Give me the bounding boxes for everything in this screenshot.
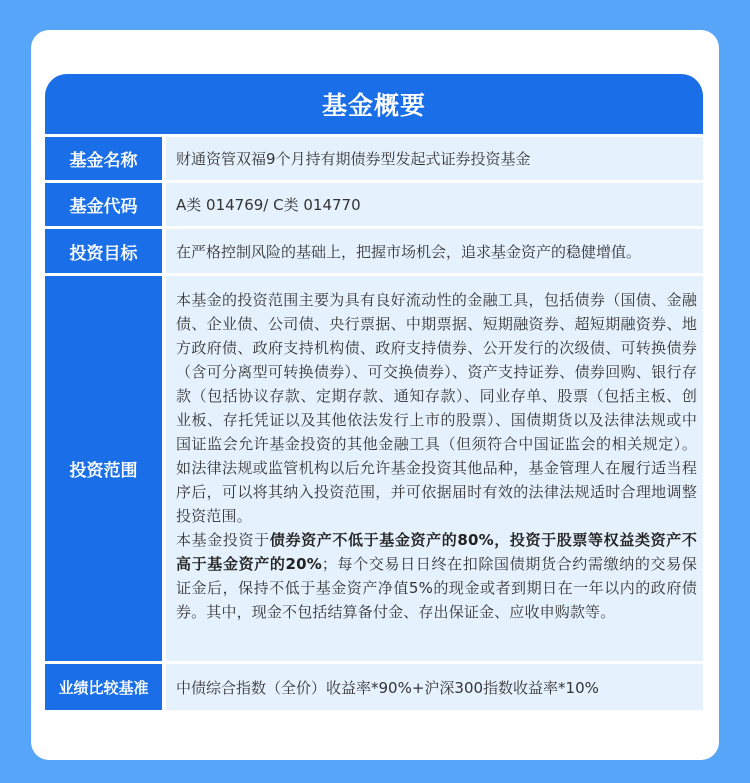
scope-paragraph-2 xyxy=(176,528,697,624)
row-benchmark xyxy=(45,664,703,710)
row-investment-scope xyxy=(45,276,703,661)
value-investment-scope xyxy=(166,276,703,661)
row-fund-code xyxy=(45,183,703,226)
summary-title: 基金概要 xyxy=(45,74,703,134)
scope-p2-bold: 债券资产不低于基金资产的80%，投资于股票等权益类资产不高于基金资产的20% xyxy=(176,531,698,573)
value-fund-code: A类 014769/ C类 014770 xyxy=(166,183,703,226)
row-fund-name xyxy=(45,137,703,180)
value-benchmark: 中债综合指数（全价）收益率*90%+沪深300指数收益率*10% xyxy=(166,664,703,710)
label-fund-name: 基金名称 xyxy=(45,137,162,180)
label-benchmark: 业绩比较基准 xyxy=(45,664,162,710)
summary-table xyxy=(45,137,703,713)
scope-p2-suffix: ；每个交易日日终在扣除国债期货合约需缴纳的交易保证金后，保持不低于基金资产净值5%的现金或者到期日在一年以内的政府债券。其中，现金不包括结算备付金、存出保证金、应收申购款等。 xyxy=(176,555,697,621)
scope-p2-prefix: 本基金投资于 xyxy=(176,531,270,549)
value-investment-objective: 在严格控制风险的基础上，把握市场机会，追求基金资产的稳健增值。 xyxy=(166,229,703,273)
label-fund-code: 基金代码 xyxy=(45,183,162,226)
label-investment-scope: 投资范围 xyxy=(45,276,162,661)
value-fund-name: 财通资管双福9个月持有期债券型发起式证券投资基金 xyxy=(166,137,703,180)
row-investment-objective xyxy=(45,229,703,273)
scope-paragraph-1: 本基金的投资范围主要为具有良好流动性的金融工具，包括债券（国债、金融债、企业债、公司债、央行票据、中期票据、短期融资券、超短期融资券、地方政府债、政府支持机构债、政府支持债券、公开发行的次级债、可转换债券（含可分离型可转换债券）、可交换债券）、资产支持证券、债券回购、银行存款（包括协议存款、定期存款、通知存款）、同业存单、股票（包括主板、创业板、存托凭证以及其他依法发行上市的股票）、国债期货以及法律法规或中国证监会允许基金投资的其他金融工具（但须符合中国证监会的相关规定）。如法律法规或监管机构以后允许基金投资其他品种，基金管理人在履行适当程序后，可以将其纳入投资范围，并可依据届时有效的法律法规适时合理地调整投资范围。 xyxy=(176,291,697,525)
label-investment-objective: 投资目标 xyxy=(45,229,162,273)
